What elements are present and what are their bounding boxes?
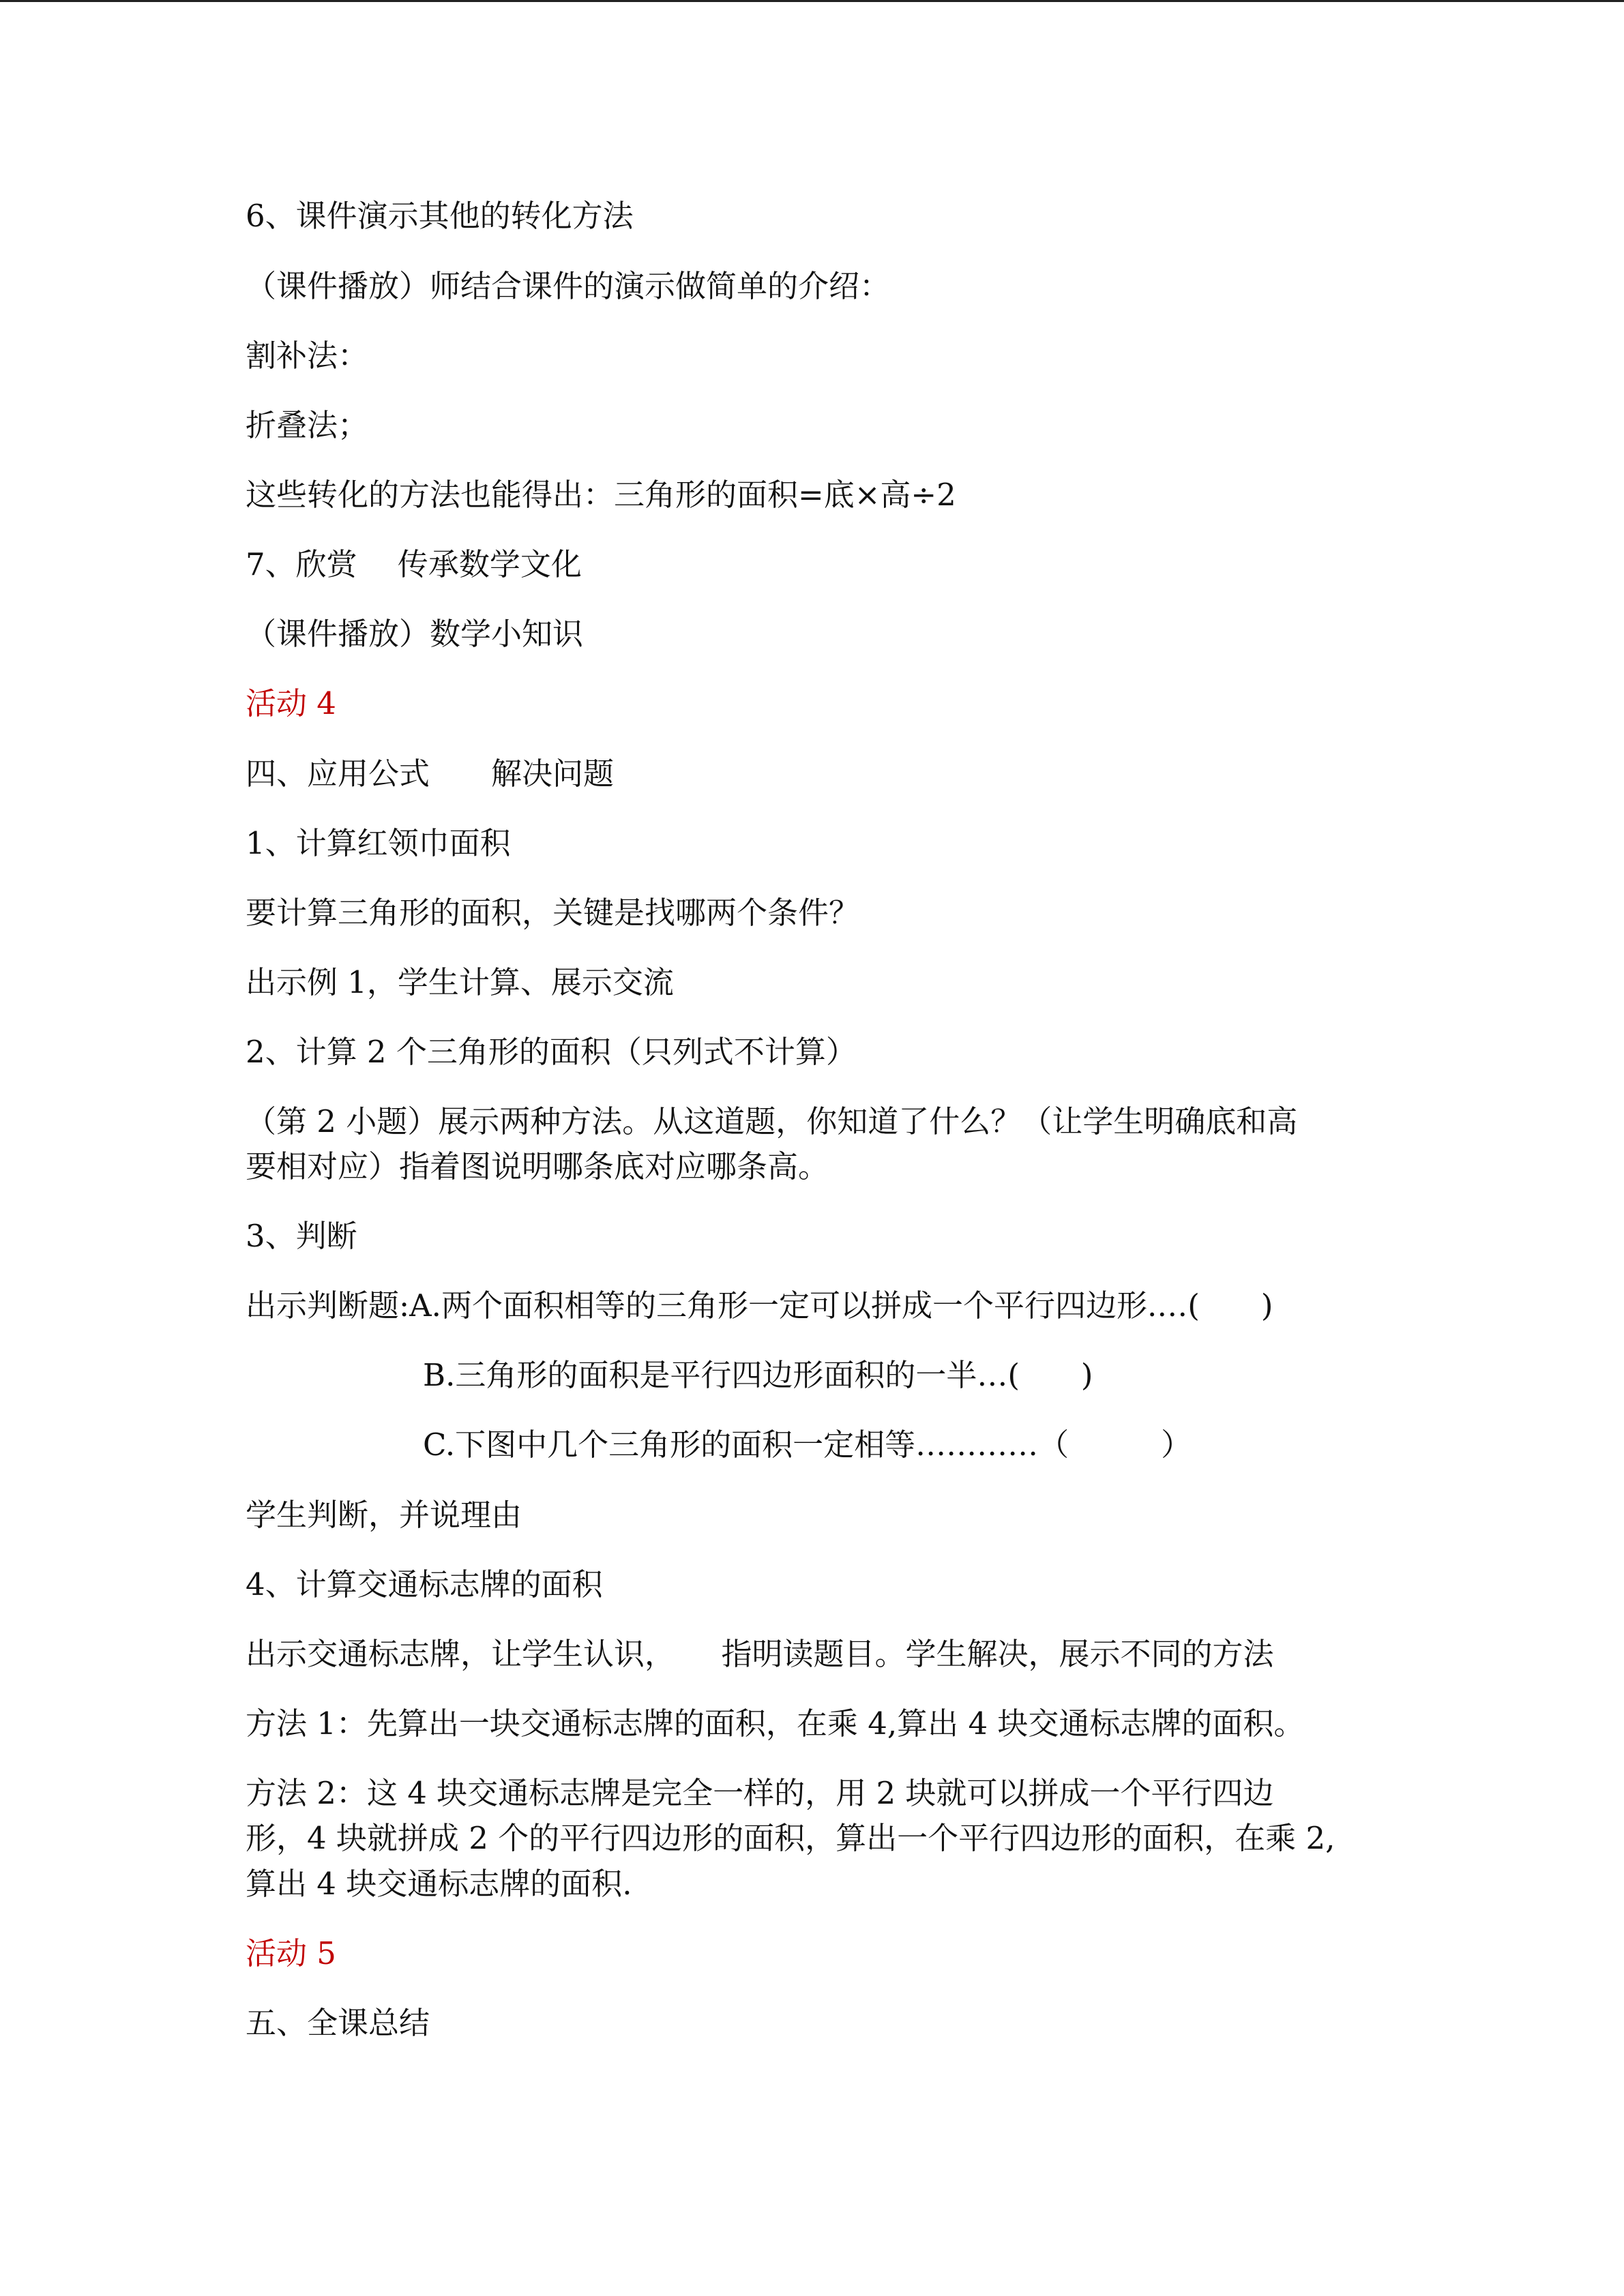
task-1-example: 出示例 1，学生计算、展示交流 (246, 964, 674, 1000)
task-4-heading: 4、计算交通标志牌的面积 (246, 1566, 603, 1602)
method-2-text-line-1: 方法 2：这 4 块交通标志牌是完全一样的，用 2 块就可以拼成一个平行四边 (246, 1775, 1274, 1811)
activity-5-heading: 活动 5 (246, 1935, 336, 1971)
method-2-text-line-3: 算出 4 块交通标志牌的面积. (246, 1866, 632, 1902)
judgement-followup: 学生判断，并说理由 (246, 1497, 522, 1533)
task-1-question: 要计算三角形的面积，关键是找哪两个条件？ (246, 895, 860, 931)
task-2-text-line-1: （第 2 小题）展示两种方法。从这道题，你知道了什么？（让学生明确底和高 (246, 1103, 1298, 1139)
method-fold: 折叠法； (246, 407, 369, 443)
section-5-title: 五、全课总结 (246, 2005, 430, 2041)
task-1-heading: 1、计算红领巾面积 (246, 825, 511, 861)
task-2-heading: 2、计算 2 个三角形的面积（只列式不计算） (246, 1034, 857, 1070)
formula-conclusion: 这些转化的方法也能得出：三角形的面积=底×高÷2 (246, 477, 956, 513)
step-7-heading: 7、欣赏 传承数学文化 (246, 546, 582, 582)
step-6-heading: 6、课件演示其他的转化方法 (246, 198, 634, 234)
task-2-text-line-2: 要相对应）指着图说明哪条底对应哪条高。 (246, 1148, 829, 1184)
method-2-text-line-2: 形，4 块就拼成 2 个的平行四边形的面积，算出一个平行四边形的面积，在乘 2, (246, 1820, 1335, 1856)
method-cut-fill: 割补法： (246, 338, 369, 374)
judgement-item-b: B.三角形的面积是平行四边形面积的一半…( ) (423, 1357, 1093, 1393)
page-top-border (0, 0, 1624, 2)
section-4-title: 四、应用公式 解决问题 (246, 756, 615, 792)
math-knowledge-text: （课件播放）数学小知识 (246, 616, 584, 652)
courseware-intro-text: （课件播放）师结合课件的演示做简单的介绍： (246, 268, 891, 304)
judgement-item-a: 出示判断题:A.两个面积相等的三角形一定可以拼成一个平行四边形.…( ) (246, 1287, 1273, 1324)
activity-4-heading: 活动 4 (246, 685, 336, 721)
method-1-text: 方法 1：先算出一块交通标志牌的面积，在乘 4,算出 4 块交通标志牌的面积。 (246, 1705, 1305, 1742)
task-4-intro: 出示交通标志牌，让学生认识， 指明读题目。学生解决，展示不同的方法 (246, 1636, 1274, 1672)
task-3-heading: 3、判断 (246, 1218, 357, 1254)
judgement-item-c: C.下图中几个三角形的面积一定相等…………（ ） (423, 1427, 1192, 1463)
